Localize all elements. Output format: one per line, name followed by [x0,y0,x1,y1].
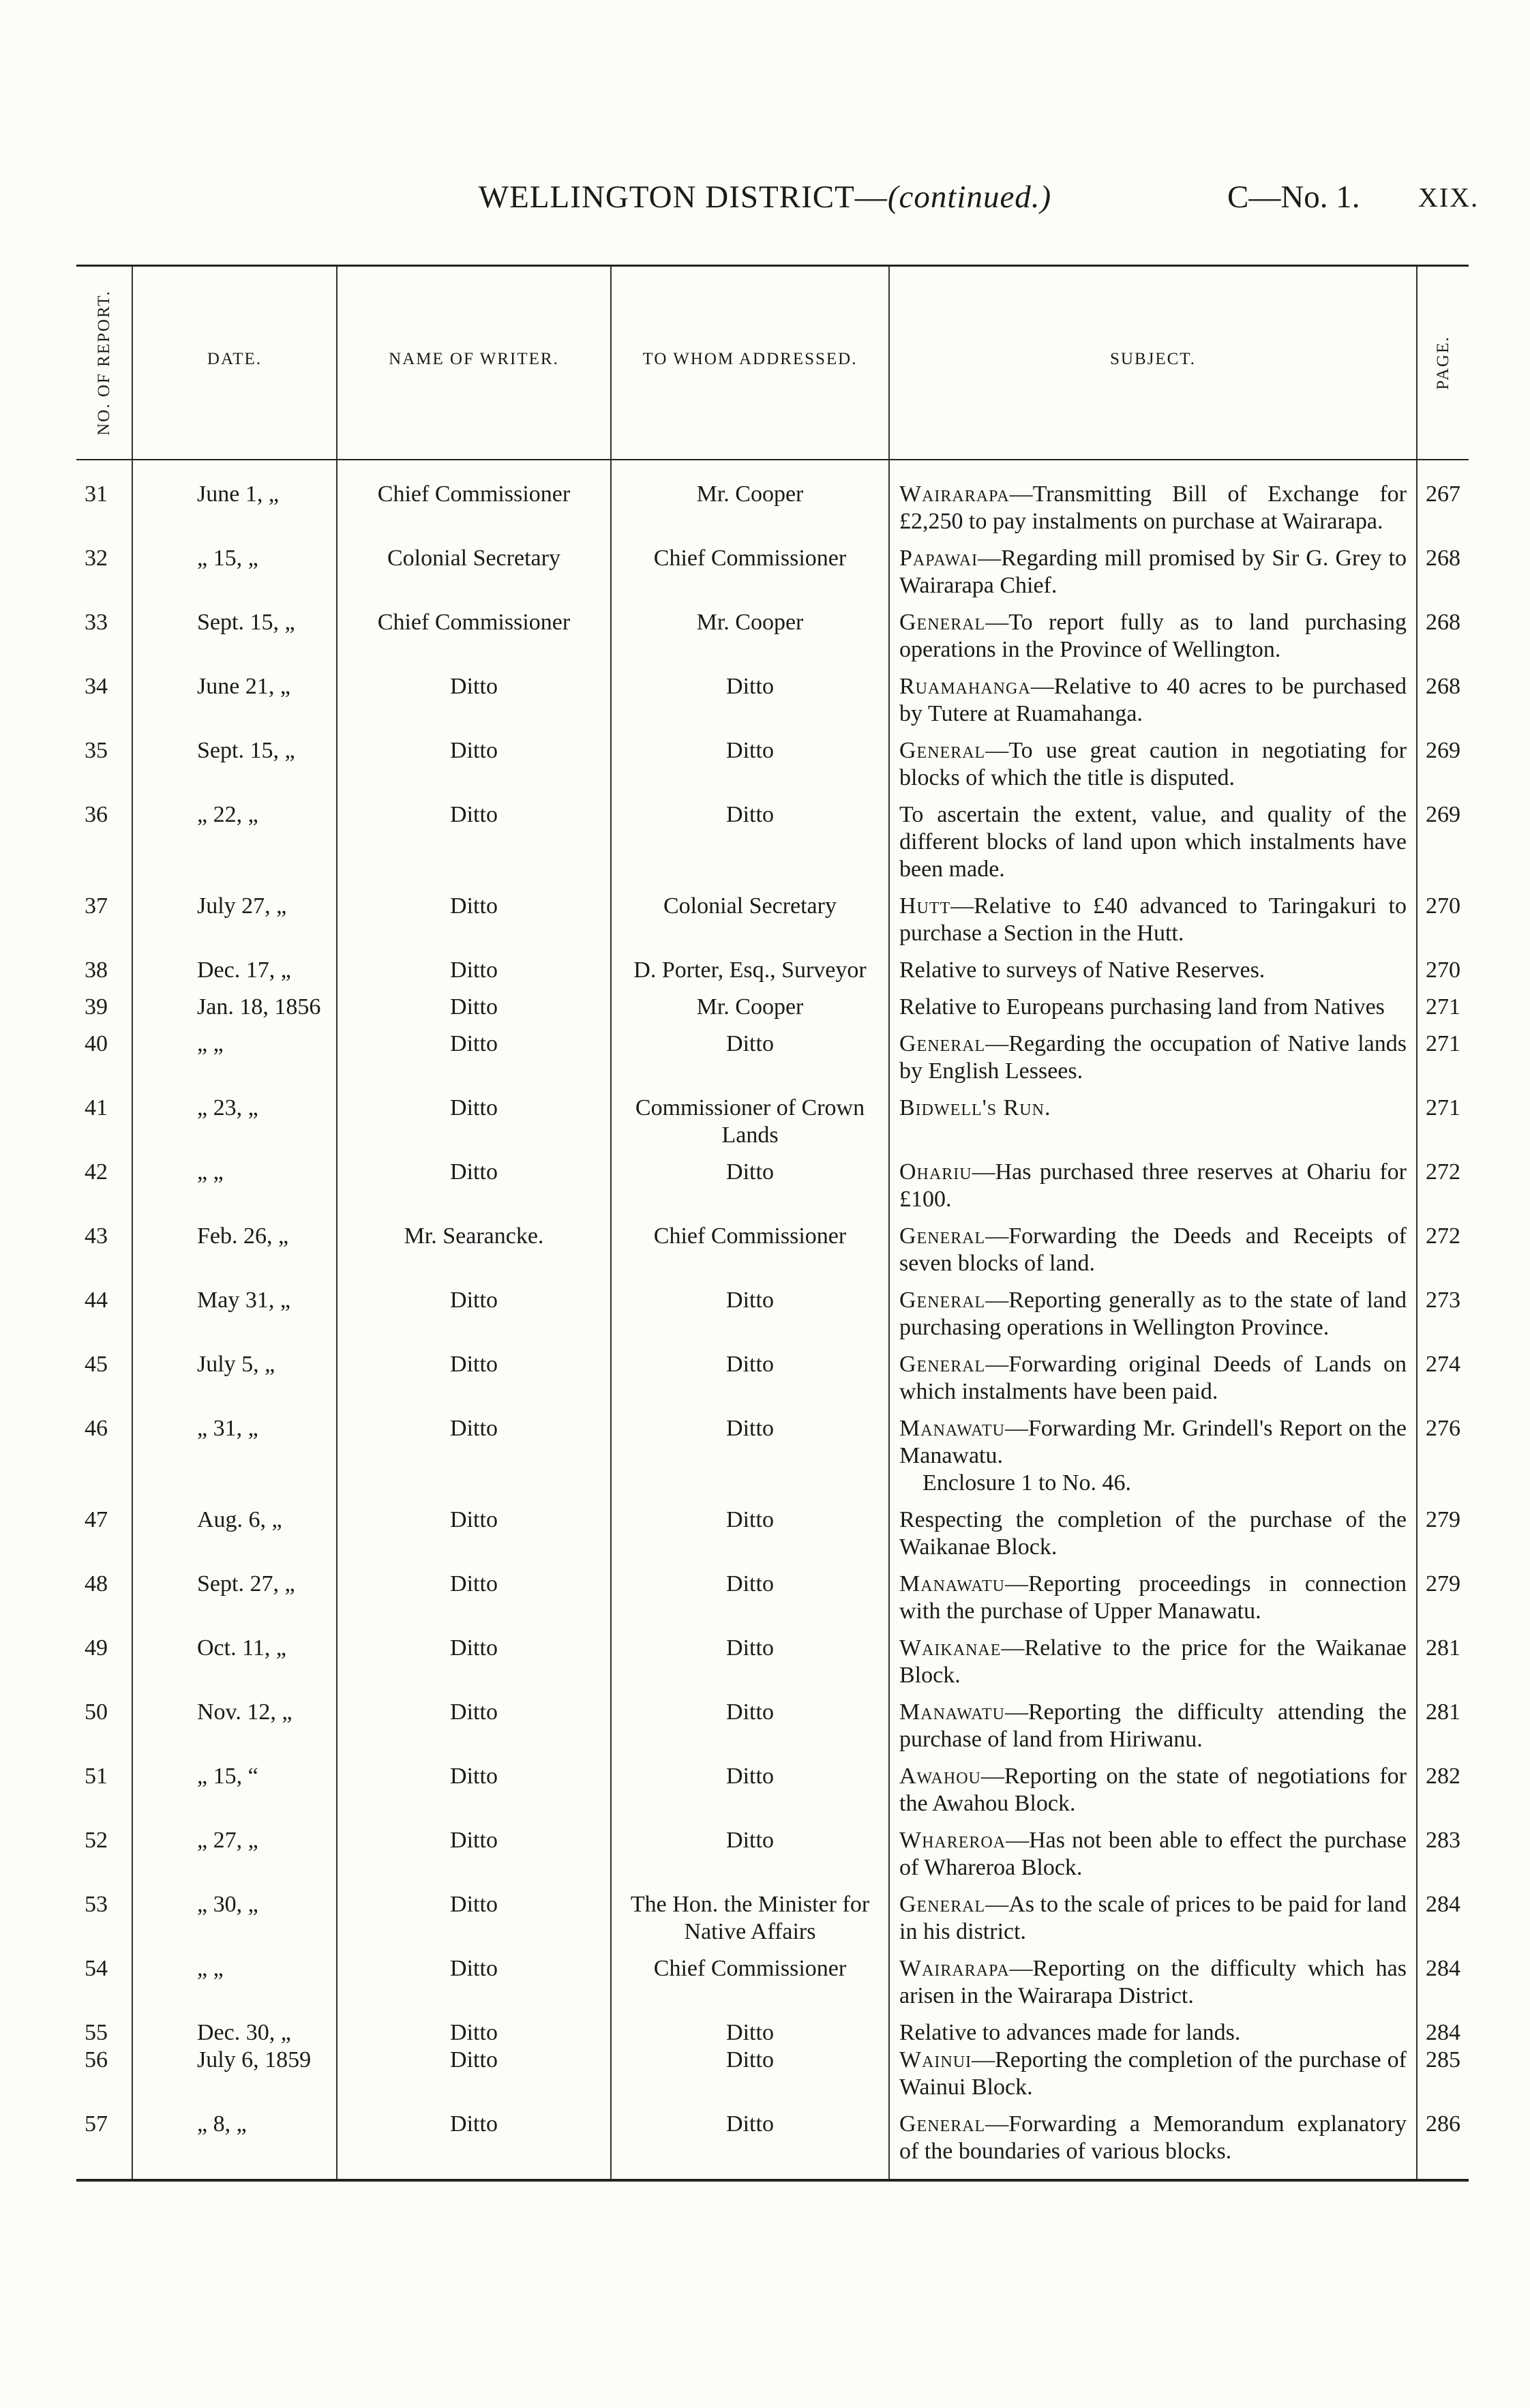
table-row [76,984,1469,1021]
table-row [76,535,1469,599]
writer-name: Ditto [337,1341,611,1406]
writer-name: Ditto [337,883,611,947]
table-row [76,1561,1469,1625]
report-date: Sept. 27, „ [132,1561,337,1625]
table-row [76,1497,1469,1561]
subject [889,1021,1417,1085]
writer-name: Ditto [337,1625,611,1689]
subject-text: —Has purchased three reserves at Ohariu for £100. [899,1159,1407,1212]
subject-heading: General [899,610,986,635]
writer-name: Ditto [337,1689,611,1753]
subject-heading: Wainui [899,2047,972,2072]
writer-name: Ditto [337,947,611,984]
subject-text: —Forwarding a Memorandum explanatory of the boundaries of various blocks. [899,2111,1407,2164]
subject [889,947,1417,984]
report-number: 40 [85,1031,108,1056]
page-reference: 270 [1417,883,1469,947]
writer-name: Ditto [337,984,611,1021]
subject-heading: General [899,738,986,763]
table-row [76,1021,1469,1085]
page-reference: 276 [1417,1406,1469,1497]
page-reference: 271 [1417,1085,1469,1149]
table-row [76,2101,1469,2180]
subject-heading: General [899,1031,986,1056]
addressee: Ditto [611,1021,889,1085]
addressee: Ditto [611,1277,889,1341]
page-reference: 270 [1417,947,1469,984]
addressee: Ditto [611,2010,889,2047]
report-number: 48 [85,1571,108,1596]
report-date: June 21, „ [132,664,337,728]
report-date: May 31, „ [132,1277,337,1341]
report-number: 41 [85,1095,108,1120]
subject [889,1625,1417,1689]
addressee: Ditto [611,1689,889,1753]
col-header-page [1417,266,1469,460]
report-date: July 5, „ [132,1341,337,1406]
report-date: „ „ [132,1149,337,1213]
subject [889,664,1417,728]
report-number: 37 [85,893,108,919]
report-number: 38 [85,957,108,983]
subject [889,1213,1417,1277]
col-header-subject [889,266,1417,460]
subject-text: —Relative to £40 advanced to Taringakuri to purchase a Section in the Hutt. [899,893,1407,946]
subject-heading: Manawatu [899,1571,1005,1596]
col-header-date [132,266,337,460]
report-date: „ 23, „ [132,1085,337,1149]
subject [889,984,1417,1021]
subject [889,535,1417,599]
subject-text: —Reporting generally as to the state of land purchasing operations in Wellington Province. [899,1288,1407,1340]
page-reference: 279 [1417,1561,1469,1625]
addressee: Chief Commissioner [611,1946,889,2010]
subject [889,1497,1417,1561]
page-reference: 269 [1417,792,1469,883]
col-header-to [611,266,889,460]
report-number: 42 [85,1159,108,1185]
addressee: Ditto [611,1561,889,1625]
table-header-row [76,266,1469,460]
subject-text: —Regarding the occupation of Native lands by English Lessees. [899,1031,1407,1084]
subject-text: —Reporting the difficulty attending the purchase of land from Hiriwanu. [899,1699,1407,1752]
table-row [76,2010,1469,2047]
report-date: Sept. 15, „ [132,728,337,792]
page-reference: 267 [1417,460,1469,535]
report-number: 31 [85,481,108,507]
subject [889,728,1417,792]
subject-heading: Papawai [899,546,978,571]
subject-text: —To use great caution in negotiating for blocks of which the title is disputed. [899,738,1407,790]
table-row [76,883,1469,947]
addressee: Ditto [611,2047,889,2101]
subject-text: —To report fully as to land purchasing operations in the Province of Wellington. [899,610,1407,662]
addressee: D. Porter, Esq., Surveyor [611,947,889,984]
table-row [76,460,1469,535]
page-reference: 281 [1417,1689,1469,1753]
writer-name: Chief Commissioner [337,460,611,535]
report-number: 33 [85,610,108,635]
report-number: 32 [85,546,108,571]
report-number: 35 [85,738,108,763]
correspondence-table [76,265,1469,2182]
addressee: Ditto [611,1817,889,1882]
page-header [0,179,1530,233]
writer-name: Ditto [337,792,611,883]
page-reference: 279 [1417,1497,1469,1561]
report-number: 34 [85,674,108,699]
table-row [76,1689,1469,1753]
report-date: „ 22, „ [132,792,337,883]
addressee: Ditto [611,792,889,883]
table-row [76,1817,1469,1882]
writer-name: Ditto [337,1753,611,1817]
table-row [76,1882,1469,1946]
report-date: July 27, „ [132,883,337,947]
subject [889,1406,1417,1497]
table-row [76,1149,1469,1213]
writer-name: Colonial Secretary [337,535,611,599]
subject-heading: Ruamahanga [899,674,1031,699]
table-row [76,1341,1469,1406]
table-row [76,664,1469,728]
subject-text: Relative to surveys of Native Reserves. [899,957,1265,983]
page-reference: 281 [1417,1625,1469,1689]
subject-text: Respecting the completion of the purchase of the Waikanae Block. [899,1507,1407,1560]
title-continued: (continued.) [887,179,1052,215]
subject [889,2010,1417,2047]
addressee: Mr. Cooper [611,984,889,1021]
col-writer-label: NAME OF WRITER. [389,350,559,368]
page-reference: 284 [1417,1882,1469,1946]
page-reference: 271 [1417,1021,1469,1085]
subject [889,792,1417,883]
col-subject-label: SUBJECT. [1110,350,1196,368]
subject-heading: Hutt [899,893,951,919]
subject-enclosure: Enclosure 1 to No. 46. [922,1470,1131,1496]
col-header-no [76,266,132,460]
subject [889,2047,1417,2101]
page-reference: 282 [1417,1753,1469,1817]
subject-heading: Ohariu [899,1159,972,1185]
subject-heading: General [899,1892,986,1917]
report-number: 47 [85,1507,108,1532]
subject-heading: Wairarapa [899,481,1010,507]
page-reference: 268 [1417,599,1469,664]
table-row [76,599,1469,664]
report-date: „ „ [132,1021,337,1085]
writer-name: Ditto [337,1149,611,1213]
report-number: 53 [85,1892,108,1917]
addressee: Chief Commissioner [611,1213,889,1277]
table-row [76,2047,1469,2101]
page-reference: 272 [1417,1149,1469,1213]
subject-text: —Reporting proceedings in connection with the purchase of Upper Manawatu. [899,1571,1407,1624]
subject [889,2101,1417,2180]
addressee: Ditto [611,728,889,792]
addressee: Ditto [611,1341,889,1406]
subject-heading: General [899,2111,986,2137]
report-date: „ 8, „ [132,2101,337,2180]
report-number: 57 [76,2101,132,2180]
subject [889,1753,1417,1817]
subject-text: To ascertain the extent, value, and quality of the different blocks of land upon which instalments have been made. [899,802,1407,882]
report-number: 56 [85,2047,108,2072]
report-date: July 6, 1859 [132,2047,337,2101]
subject [889,1817,1417,1882]
addressee: Ditto [611,1753,889,1817]
subject-heading: Awahou [899,1764,981,1789]
report-date: „ 27, „ [132,1817,337,1882]
table-row [76,1946,1469,2010]
report-number: 49 [85,1635,108,1661]
subject-text: Relative to Europeans purchasing land from Natives [899,994,1385,1020]
report-number: 52 [85,1828,108,1853]
title-main: WELLINGTON DISTRICT— [478,179,888,215]
writer-name: Ditto [337,2010,611,2047]
subject [889,883,1417,947]
report-number: 50 [85,1699,108,1725]
report-number: 43 [85,1223,108,1249]
report-date: Dec. 17, „ [132,947,337,984]
subject [889,460,1417,535]
page-reference: 284 [1417,1946,1469,2010]
addressee: Ditto [611,1149,889,1213]
subject-text: —Relative to 40 acres to be purchased by Tutere at Ruamahanga. [899,674,1407,726]
page-reference: 268 [1417,664,1469,728]
col-no-label: NO. OF REPORT. [94,290,113,436]
addressee: Colonial Secretary [611,883,889,947]
subject [889,1085,1417,1149]
writer-name: Ditto [337,1497,611,1561]
subject-text: —Regarding mill promised by Sir G. Grey to Wairarapa Chief. [899,546,1407,598]
addressee: Ditto [611,664,889,728]
writer-name: Ditto [337,728,611,792]
report-date: „ 30, „ [132,1882,337,1946]
writer-name: Ditto [337,2101,611,2180]
report-date: Jan. 18, 1856 [132,984,337,1021]
page-number: XIX. [1418,182,1480,213]
table-row [76,1406,1469,1497]
addressee: Ditto [611,2101,889,2180]
subject-heading: Manawatu [899,1416,1005,1441]
subject-heading: General [899,1288,986,1313]
subject-heading: General [899,1352,986,1377]
subject [889,1946,1417,2010]
addressee: Commissioner of Crown Lands [611,1085,889,1149]
addressee: Ditto [611,1497,889,1561]
page-reference: 269 [1417,728,1469,792]
writer-name: Ditto [337,1817,611,1882]
col-to-label: TO WHOM ADDRESSED. [642,350,858,368]
writer-name: Ditto [337,1882,611,1946]
col-page-label: PAGE. [1433,336,1452,390]
report-number: 45 [85,1352,108,1377]
subject [889,1341,1417,1406]
report-number: 54 [85,1956,108,1981]
subject [889,1561,1417,1625]
table-row [76,1213,1469,1277]
subject-text: —Has not been able to effect the purchase of Whareroa Block. [899,1828,1407,1880]
table-row [76,728,1469,792]
page-reference: 273 [1417,1277,1469,1341]
table-row [76,1085,1469,1149]
subject [889,1689,1417,1753]
report-number: 55 [85,2020,108,2045]
writer-name: Ditto [337,1406,611,1497]
report-date: „ 15, “ [132,1753,337,1817]
addressee: Mr. Cooper [611,599,889,664]
addressee: Chief Commissioner [611,535,889,599]
report-date: Sept. 15, „ [132,599,337,664]
writer-name: Ditto [337,1085,611,1149]
page-reference: 283 [1417,1817,1469,1882]
addressee: The Hon. the Minister for Native Affairs [611,1882,889,1946]
subject-text: —As to the scale of prices to be paid for land in his district. [899,1892,1407,1944]
report-number: 39 [85,994,108,1020]
page-reference: 272 [1417,1213,1469,1277]
subject-heading: Waikanae [899,1635,1002,1661]
report-date: Dec. 30, „ [132,2010,337,2047]
report-number: 44 [85,1288,108,1313]
page-reference: 286 [1417,2101,1469,2180]
report-date: Nov. 12, „ [132,1689,337,1753]
subject [889,1277,1417,1341]
table-row [76,1753,1469,1817]
writer-name: Mr. Searancke. [337,1213,611,1277]
table-row [76,947,1469,984]
subject-heading: General [899,1223,986,1249]
report-number: 46 [85,1416,108,1441]
paper-reference: C—No. 1. [1227,179,1360,215]
writer-name: Ditto [337,1561,611,1625]
subject-text: —Forwarding the Deeds and Receipts of seven blocks of land. [899,1223,1407,1276]
report-date: „ 31, „ [132,1406,337,1497]
subject-text: —Relative to the price for the Waikanae Block. [899,1635,1407,1688]
report-date: „ 15, „ [132,535,337,599]
subject-text: —Transmitting Bill of Exchange for £2,250 to pay instalments on purchase at Wairarapa. [899,481,1407,534]
page-reference: 284 [1417,2010,1469,2047]
table-row [76,1625,1469,1689]
writer-name: Ditto [337,1277,611,1341]
addressee: Ditto [611,1406,889,1497]
subject [889,1149,1417,1213]
subject-text: —Reporting the completion of the purchase of Wainui Block. [899,2047,1407,2100]
report-date: Oct. 11, „ [132,1625,337,1689]
report-date: June 1, „ [132,460,337,535]
subject-text: —Reporting on the state of negotiations for the Awahou Block. [899,1764,1407,1816]
writer-name: Chief Commissioner [337,599,611,664]
report-date: Aug. 6, „ [132,1497,337,1561]
subject-text: —Reporting on the difficulty which has arisen in the Wairarapa District. [899,1956,1407,2008]
writer-name: Ditto [337,2047,611,2101]
col-date-label: DATE. [207,350,262,368]
addressee: Mr. Cooper [611,460,889,535]
subject-text: —Forwarding Mr. Grindell's Report on the Manawatu. [899,1416,1407,1468]
writer-name: Ditto [337,1021,611,1085]
subject-text: —Forwarding original Deeds of Lands on which instalments have been paid. [899,1352,1407,1404]
addressee: Ditto [611,1625,889,1689]
subject-heading: Whareroa [899,1828,1006,1853]
page-reference: 268 [1417,535,1469,599]
writer-name: Ditto [337,1946,611,2010]
writer-name: Ditto [337,664,611,728]
page-reference: 271 [1417,984,1469,1021]
table-row [76,1277,1469,1341]
table-row [76,792,1469,883]
subject-heading: Bidwell's Run. [899,1095,1051,1120]
report-date: „ „ [132,1946,337,2010]
col-header-writer [337,266,611,460]
subject-text: Relative to advances made for lands. [899,2020,1241,2045]
report-date: Feb. 26, „ [132,1213,337,1277]
page-reference: 285 [1417,2047,1469,2101]
report-number: 36 [85,802,108,827]
subject [889,599,1417,664]
report-number: 51 [85,1764,108,1789]
subject-heading: Manawatu [899,1699,1005,1725]
subject-heading: Wairarapa [899,1956,1010,1981]
page-reference: 274 [1417,1341,1469,1406]
subject [889,1882,1417,1946]
